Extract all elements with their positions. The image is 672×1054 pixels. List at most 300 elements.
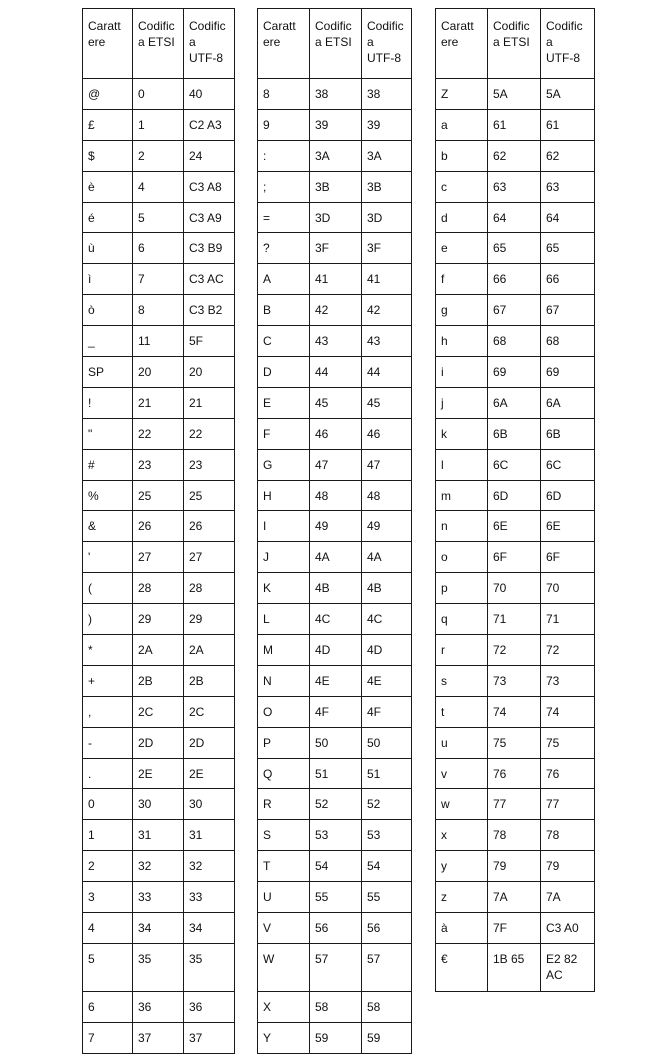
- table-row: [258, 604, 412, 635]
- utf8-code-cell: 50: [362, 727, 412, 758]
- character-cell: ,: [83, 696, 133, 727]
- character-cell: l: [436, 449, 488, 480]
- character-cell: =: [258, 202, 310, 233]
- utf8-code-cell: 78: [541, 820, 595, 851]
- utf8-code-cell: 76: [541, 758, 595, 789]
- etsi-code-cell: 41: [310, 264, 362, 295]
- character-cell: f: [436, 264, 488, 295]
- character-cell: q: [436, 604, 488, 635]
- etsi-code-cell: 76: [488, 758, 541, 789]
- table-row: [258, 264, 412, 295]
- utf8-code-cell: 6E: [541, 511, 595, 542]
- character-cell: ?: [258, 233, 310, 264]
- utf8-code-cell: 62: [541, 140, 595, 171]
- character-cell: 1: [83, 820, 133, 851]
- table-row: [258, 665, 412, 696]
- utf8-code-cell: 6C: [541, 449, 595, 480]
- character-cell: K: [258, 573, 310, 604]
- table-row: [436, 140, 595, 171]
- character-cell: à: [436, 913, 488, 944]
- character-cell: E: [258, 387, 310, 418]
- character-cell: 9: [258, 109, 310, 140]
- etsi-code-cell: 34: [133, 913, 184, 944]
- table-header-row: [83, 9, 235, 79]
- table-row: [83, 140, 235, 171]
- etsi-code-cell: 37: [133, 1022, 184, 1053]
- character-cell: R: [258, 789, 310, 820]
- utf8-code-cell: 57: [362, 943, 412, 991]
- etsi-code-cell: 62: [488, 140, 541, 171]
- character-cell: J: [258, 542, 310, 573]
- character-cell: 3: [83, 882, 133, 913]
- character-cell: :: [258, 140, 310, 171]
- etsi-code-cell: 11: [133, 326, 184, 357]
- character-cell: v: [436, 758, 488, 789]
- table-row: [258, 233, 412, 264]
- character-cell: k: [436, 418, 488, 449]
- character-cell: U: [258, 882, 310, 913]
- table-row: [83, 820, 235, 851]
- utf8-code-cell: 36: [184, 991, 235, 1022]
- etsi-code-cell: 3D: [310, 202, 362, 233]
- character-cell: P: [258, 727, 310, 758]
- etsi-code-cell: 5: [133, 202, 184, 233]
- character-cell: 5: [83, 943, 133, 991]
- character-cell: .: [83, 758, 133, 789]
- table-row: [436, 789, 595, 820]
- utf8-code-cell: C3 A0: [541, 913, 595, 944]
- etsi-code-cell: 61: [488, 109, 541, 140]
- table-row: [258, 171, 412, 202]
- etsi-code-cell: 78: [488, 820, 541, 851]
- etsi-code-cell: 6D: [488, 480, 541, 511]
- character-cell: n: [436, 511, 488, 542]
- table-row: [436, 727, 595, 758]
- utf8-code-cell: 27: [184, 542, 235, 573]
- table-row: [436, 264, 595, 295]
- etsi-code-cell: 66: [488, 264, 541, 295]
- utf8-code-cell: 23: [184, 449, 235, 480]
- table-row: [436, 295, 595, 326]
- character-cell: X: [258, 991, 310, 1022]
- character-cell: L: [258, 604, 310, 635]
- etsi-code-cell: 71: [488, 604, 541, 635]
- table-row: [83, 604, 235, 635]
- table-row: [83, 882, 235, 913]
- character-cell: @: [83, 79, 133, 110]
- etsi-code-cell: 2D: [133, 727, 184, 758]
- utf8-code-cell: 4B: [362, 573, 412, 604]
- character-cell: A: [258, 264, 310, 295]
- table-row: [258, 991, 412, 1022]
- utf8-code-cell: E2 82 AC: [541, 943, 595, 991]
- table-row: [258, 913, 412, 944]
- etsi-code-cell: 6: [133, 233, 184, 264]
- utf8-code-cell: 44: [362, 357, 412, 388]
- etsi-code-cell: 63: [488, 171, 541, 202]
- etsi-code-cell: 6C: [488, 449, 541, 480]
- character-cell: Z: [436, 79, 488, 110]
- character-cell: Q: [258, 758, 310, 789]
- character-cell: ì: [83, 264, 133, 295]
- table-row: [436, 326, 595, 357]
- utf8-code-cell: 56: [362, 913, 412, 944]
- character-cell: B: [258, 295, 310, 326]
- utf8-code-cell: 42: [362, 295, 412, 326]
- character-cell: M: [258, 635, 310, 666]
- etsi-code-cell: 75: [488, 727, 541, 758]
- character-cell: x: [436, 820, 488, 851]
- utf8-code-cell: 29: [184, 604, 235, 635]
- table-row: [83, 79, 235, 110]
- etsi-code-cell: 54: [310, 851, 362, 882]
- utf8-code-cell: C3 B2: [184, 295, 235, 326]
- encoding-table-1: [82, 8, 235, 1054]
- etsi-code-cell: 4C: [310, 604, 362, 635]
- table-row: [436, 387, 595, 418]
- etsi-code-cell: 31: [133, 820, 184, 851]
- etsi-code-cell: 26: [133, 511, 184, 542]
- character-cell: I: [258, 511, 310, 542]
- etsi-code-cell: 69: [488, 357, 541, 388]
- etsi-code-cell: 50: [310, 727, 362, 758]
- character-cell: 7: [83, 1022, 133, 1053]
- utf8-code-cell: 73: [541, 665, 595, 696]
- utf8-code-cell: 32: [184, 851, 235, 882]
- etsi-code-cell: 2A: [133, 635, 184, 666]
- utf8-code-cell: 4D: [362, 635, 412, 666]
- utf8-code-cell: 31: [184, 820, 235, 851]
- table-body: [436, 9, 595, 992]
- character-cell: c: [436, 171, 488, 202]
- character-cell: G: [258, 449, 310, 480]
- utf8-code-cell: 69: [541, 357, 595, 388]
- etsi-code-cell: 68: [488, 326, 541, 357]
- table-row: [436, 480, 595, 511]
- etsi-code-cell: 48: [310, 480, 362, 511]
- character-cell: o: [436, 542, 488, 573]
- table-row: [258, 727, 412, 758]
- character-cell: _: [83, 326, 133, 357]
- etsi-code-cell: 28: [133, 573, 184, 604]
- table-row: [436, 635, 595, 666]
- utf8-code-cell: 2D: [184, 727, 235, 758]
- etsi-code-cell: 1B 65: [488, 943, 541, 991]
- table-row: [83, 264, 235, 295]
- character-cell: S: [258, 820, 310, 851]
- etsi-code-cell: 59: [310, 1022, 362, 1053]
- utf8-code-cell: 2A: [184, 635, 235, 666]
- utf8-code-cell: 25: [184, 480, 235, 511]
- table-row: [258, 480, 412, 511]
- etsi-code-cell: 2E: [133, 758, 184, 789]
- etsi-code-cell: 57: [310, 943, 362, 991]
- table-row: [258, 202, 412, 233]
- utf8-code-cell: 4E: [362, 665, 412, 696]
- character-cell: j: [436, 387, 488, 418]
- table-row: [83, 418, 235, 449]
- utf8-code-cell: 3B: [362, 171, 412, 202]
- table-row: [258, 1022, 412, 1053]
- character-cell: C: [258, 326, 310, 357]
- etsi-code-cell: 43: [310, 326, 362, 357]
- character-cell: ): [83, 604, 133, 635]
- character-cell: ù: [83, 233, 133, 264]
- character-cell: !: [83, 387, 133, 418]
- character-cell: 0: [83, 789, 133, 820]
- table-row: [83, 202, 235, 233]
- table-row: [258, 789, 412, 820]
- character-cell: m: [436, 480, 488, 511]
- etsi-code-cell: 79: [488, 851, 541, 882]
- etsi-code-cell: 27: [133, 542, 184, 573]
- table-header-row: [258, 9, 412, 79]
- utf8-code-cell: 49: [362, 511, 412, 542]
- character-cell: è: [83, 171, 133, 202]
- table-row: [83, 789, 235, 820]
- utf8-code-cell: 2E: [184, 758, 235, 789]
- etsi-code-cell: 29: [133, 604, 184, 635]
- header-utf8: Codific a UTF-8: [541, 9, 595, 79]
- utf8-code-cell: 70: [541, 573, 595, 604]
- etsi-code-cell: 2B: [133, 665, 184, 696]
- table-row: [258, 882, 412, 913]
- table-row: [83, 387, 235, 418]
- utf8-code-cell: 40: [184, 79, 235, 110]
- utf8-code-cell: 37: [184, 1022, 235, 1053]
- character-cell: V: [258, 913, 310, 944]
- character-cell: h: [436, 326, 488, 357]
- table-row: [436, 511, 595, 542]
- utf8-code-cell: 26: [184, 511, 235, 542]
- header-character: Caratt ere: [258, 9, 310, 79]
- table-row: [83, 1022, 235, 1053]
- utf8-code-cell: 35: [184, 943, 235, 991]
- etsi-code-cell: 46: [310, 418, 362, 449]
- table-row: [258, 109, 412, 140]
- etsi-code-cell: 36: [133, 991, 184, 1022]
- table-row: [83, 542, 235, 573]
- etsi-code-cell: 7F: [488, 913, 541, 944]
- character-cell: T: [258, 851, 310, 882]
- table-row: [436, 542, 595, 573]
- table-row: [83, 357, 235, 388]
- character-cell: D: [258, 357, 310, 388]
- utf8-code-cell: 58: [362, 991, 412, 1022]
- table-row: [436, 171, 595, 202]
- utf8-code-cell: C3 B9: [184, 233, 235, 264]
- etsi-code-cell: 64: [488, 202, 541, 233]
- table-row: [436, 696, 595, 727]
- utf8-code-cell: 66: [541, 264, 595, 295]
- table-row: [83, 635, 235, 666]
- etsi-code-cell: 6A: [488, 387, 541, 418]
- etsi-code-cell: 3A: [310, 140, 362, 171]
- utf8-code-cell: C3 A9: [184, 202, 235, 233]
- character-cell: $: [83, 140, 133, 171]
- table-row: [83, 573, 235, 604]
- etsi-code-cell: 67: [488, 295, 541, 326]
- etsi-code-cell: 25: [133, 480, 184, 511]
- etsi-code-cell: 56: [310, 913, 362, 944]
- etsi-code-cell: 33: [133, 882, 184, 913]
- utf8-code-cell: C3 AC: [184, 264, 235, 295]
- table-row: [258, 418, 412, 449]
- table-row: [436, 851, 595, 882]
- etsi-code-cell: 0: [133, 79, 184, 110]
- table-body: [258, 9, 412, 1054]
- character-cell: *: [83, 635, 133, 666]
- character-cell: ò: [83, 295, 133, 326]
- character-cell: 4: [83, 913, 133, 944]
- character-cell: 6: [83, 991, 133, 1022]
- character-cell: +: [83, 665, 133, 696]
- table-row: [83, 480, 235, 511]
- character-cell: SP: [83, 357, 133, 388]
- etsi-code-cell: 52: [310, 789, 362, 820]
- utf8-code-cell: C3 A8: [184, 171, 235, 202]
- character-cell: b: [436, 140, 488, 171]
- etsi-code-cell: 21: [133, 387, 184, 418]
- utf8-code-cell: 3A: [362, 140, 412, 171]
- utf8-code-cell: 63: [541, 171, 595, 202]
- utf8-code-cell: 33: [184, 882, 235, 913]
- etsi-code-cell: 4D: [310, 635, 362, 666]
- utf8-code-cell: 38: [362, 79, 412, 110]
- utf8-code-cell: 5A: [541, 79, 595, 110]
- table-row: [83, 851, 235, 882]
- etsi-code-cell: 73: [488, 665, 541, 696]
- header-character: Caratt ere: [436, 9, 488, 79]
- utf8-code-cell: 72: [541, 635, 595, 666]
- table-row: [83, 326, 235, 357]
- etsi-code-cell: 3B: [310, 171, 362, 202]
- utf8-code-cell: 6A: [541, 387, 595, 418]
- table-row: [258, 387, 412, 418]
- etsi-code-cell: 42: [310, 295, 362, 326]
- utf8-code-cell: 59: [362, 1022, 412, 1053]
- etsi-code-cell: 5A: [488, 79, 541, 110]
- utf8-code-cell: 4A: [362, 542, 412, 573]
- utf8-code-cell: C2 A3: [184, 109, 235, 140]
- table-row: [258, 943, 412, 991]
- utf8-code-cell: 65: [541, 233, 595, 264]
- etsi-code-cell: 6B: [488, 418, 541, 449]
- etsi-code-cell: 8: [133, 295, 184, 326]
- etsi-code-cell: 49: [310, 511, 362, 542]
- etsi-code-cell: 3F: [310, 233, 362, 264]
- character-cell: #: [83, 449, 133, 480]
- etsi-code-cell: 6F: [488, 542, 541, 573]
- table-row: [83, 233, 235, 264]
- etsi-code-cell: 22: [133, 418, 184, 449]
- utf8-code-cell: 28: [184, 573, 235, 604]
- utf8-code-cell: 64: [541, 202, 595, 233]
- table-row: [436, 913, 595, 944]
- table-header-row: [436, 9, 595, 79]
- utf8-code-cell: 5F: [184, 326, 235, 357]
- etsi-code-cell: 4B: [310, 573, 362, 604]
- utf8-code-cell: 4F: [362, 696, 412, 727]
- utf8-code-cell: 55: [362, 882, 412, 913]
- table-row: [258, 449, 412, 480]
- etsi-code-cell: 51: [310, 758, 362, 789]
- etsi-code-cell: 55: [310, 882, 362, 913]
- etsi-code-cell: 47: [310, 449, 362, 480]
- utf8-code-cell: 74: [541, 696, 595, 727]
- character-cell: ;: [258, 171, 310, 202]
- table-row: [436, 758, 595, 789]
- table-row: [83, 727, 235, 758]
- utf8-code-cell: 75: [541, 727, 595, 758]
- character-cell: p: [436, 573, 488, 604]
- etsi-code-cell: 72: [488, 635, 541, 666]
- utf8-code-cell: 53: [362, 820, 412, 851]
- etsi-code-cell: 4F: [310, 696, 362, 727]
- etsi-code-cell: 7A: [488, 882, 541, 913]
- utf8-code-cell: 39: [362, 109, 412, 140]
- etsi-code-cell: 65: [488, 233, 541, 264]
- character-cell: €: [436, 943, 488, 991]
- etsi-code-cell: 70: [488, 573, 541, 604]
- table-row: [83, 913, 235, 944]
- table-row: [436, 357, 595, 388]
- character-cell: 2: [83, 851, 133, 882]
- utf8-code-cell: 2B: [184, 665, 235, 696]
- table-row: [83, 758, 235, 789]
- etsi-code-cell: 20: [133, 357, 184, 388]
- utf8-code-cell: 22: [184, 418, 235, 449]
- character-cell: g: [436, 295, 488, 326]
- character-cell: t: [436, 696, 488, 727]
- character-cell: &: [83, 511, 133, 542]
- utf8-code-cell: 6B: [541, 418, 595, 449]
- utf8-code-cell: 68: [541, 326, 595, 357]
- table-row: [436, 233, 595, 264]
- header-etsi: Codific a ETSI: [133, 9, 184, 79]
- etsi-code-cell: 7: [133, 264, 184, 295]
- etsi-code-cell: 2: [133, 140, 184, 171]
- character-cell: -: [83, 727, 133, 758]
- etsi-code-cell: 4A: [310, 542, 362, 573]
- character-cell: H: [258, 480, 310, 511]
- table-row: [436, 449, 595, 480]
- character-cell: u: [436, 727, 488, 758]
- utf8-code-cell: 6F: [541, 542, 595, 573]
- table-row: [436, 202, 595, 233]
- table-row: [436, 573, 595, 604]
- table-row: [258, 326, 412, 357]
- utf8-code-cell: 52: [362, 789, 412, 820]
- character-cell: r: [436, 635, 488, 666]
- table-row: [258, 542, 412, 573]
- etsi-code-cell: 39: [310, 109, 362, 140]
- character-cell: a: [436, 109, 488, 140]
- character-cell: W: [258, 943, 310, 991]
- etsi-code-cell: 53: [310, 820, 362, 851]
- table-row: [258, 140, 412, 171]
- etsi-code-cell: 4E: [310, 665, 362, 696]
- character-cell: w: [436, 789, 488, 820]
- table-row: [436, 820, 595, 851]
- etsi-code-cell: 44: [310, 357, 362, 388]
- header-etsi: Codific a ETSI: [310, 9, 362, 79]
- utf8-code-cell: 3F: [362, 233, 412, 264]
- character-cell: ': [83, 542, 133, 573]
- utf8-code-cell: 79: [541, 851, 595, 882]
- table-row: [258, 758, 412, 789]
- table-row: [83, 511, 235, 542]
